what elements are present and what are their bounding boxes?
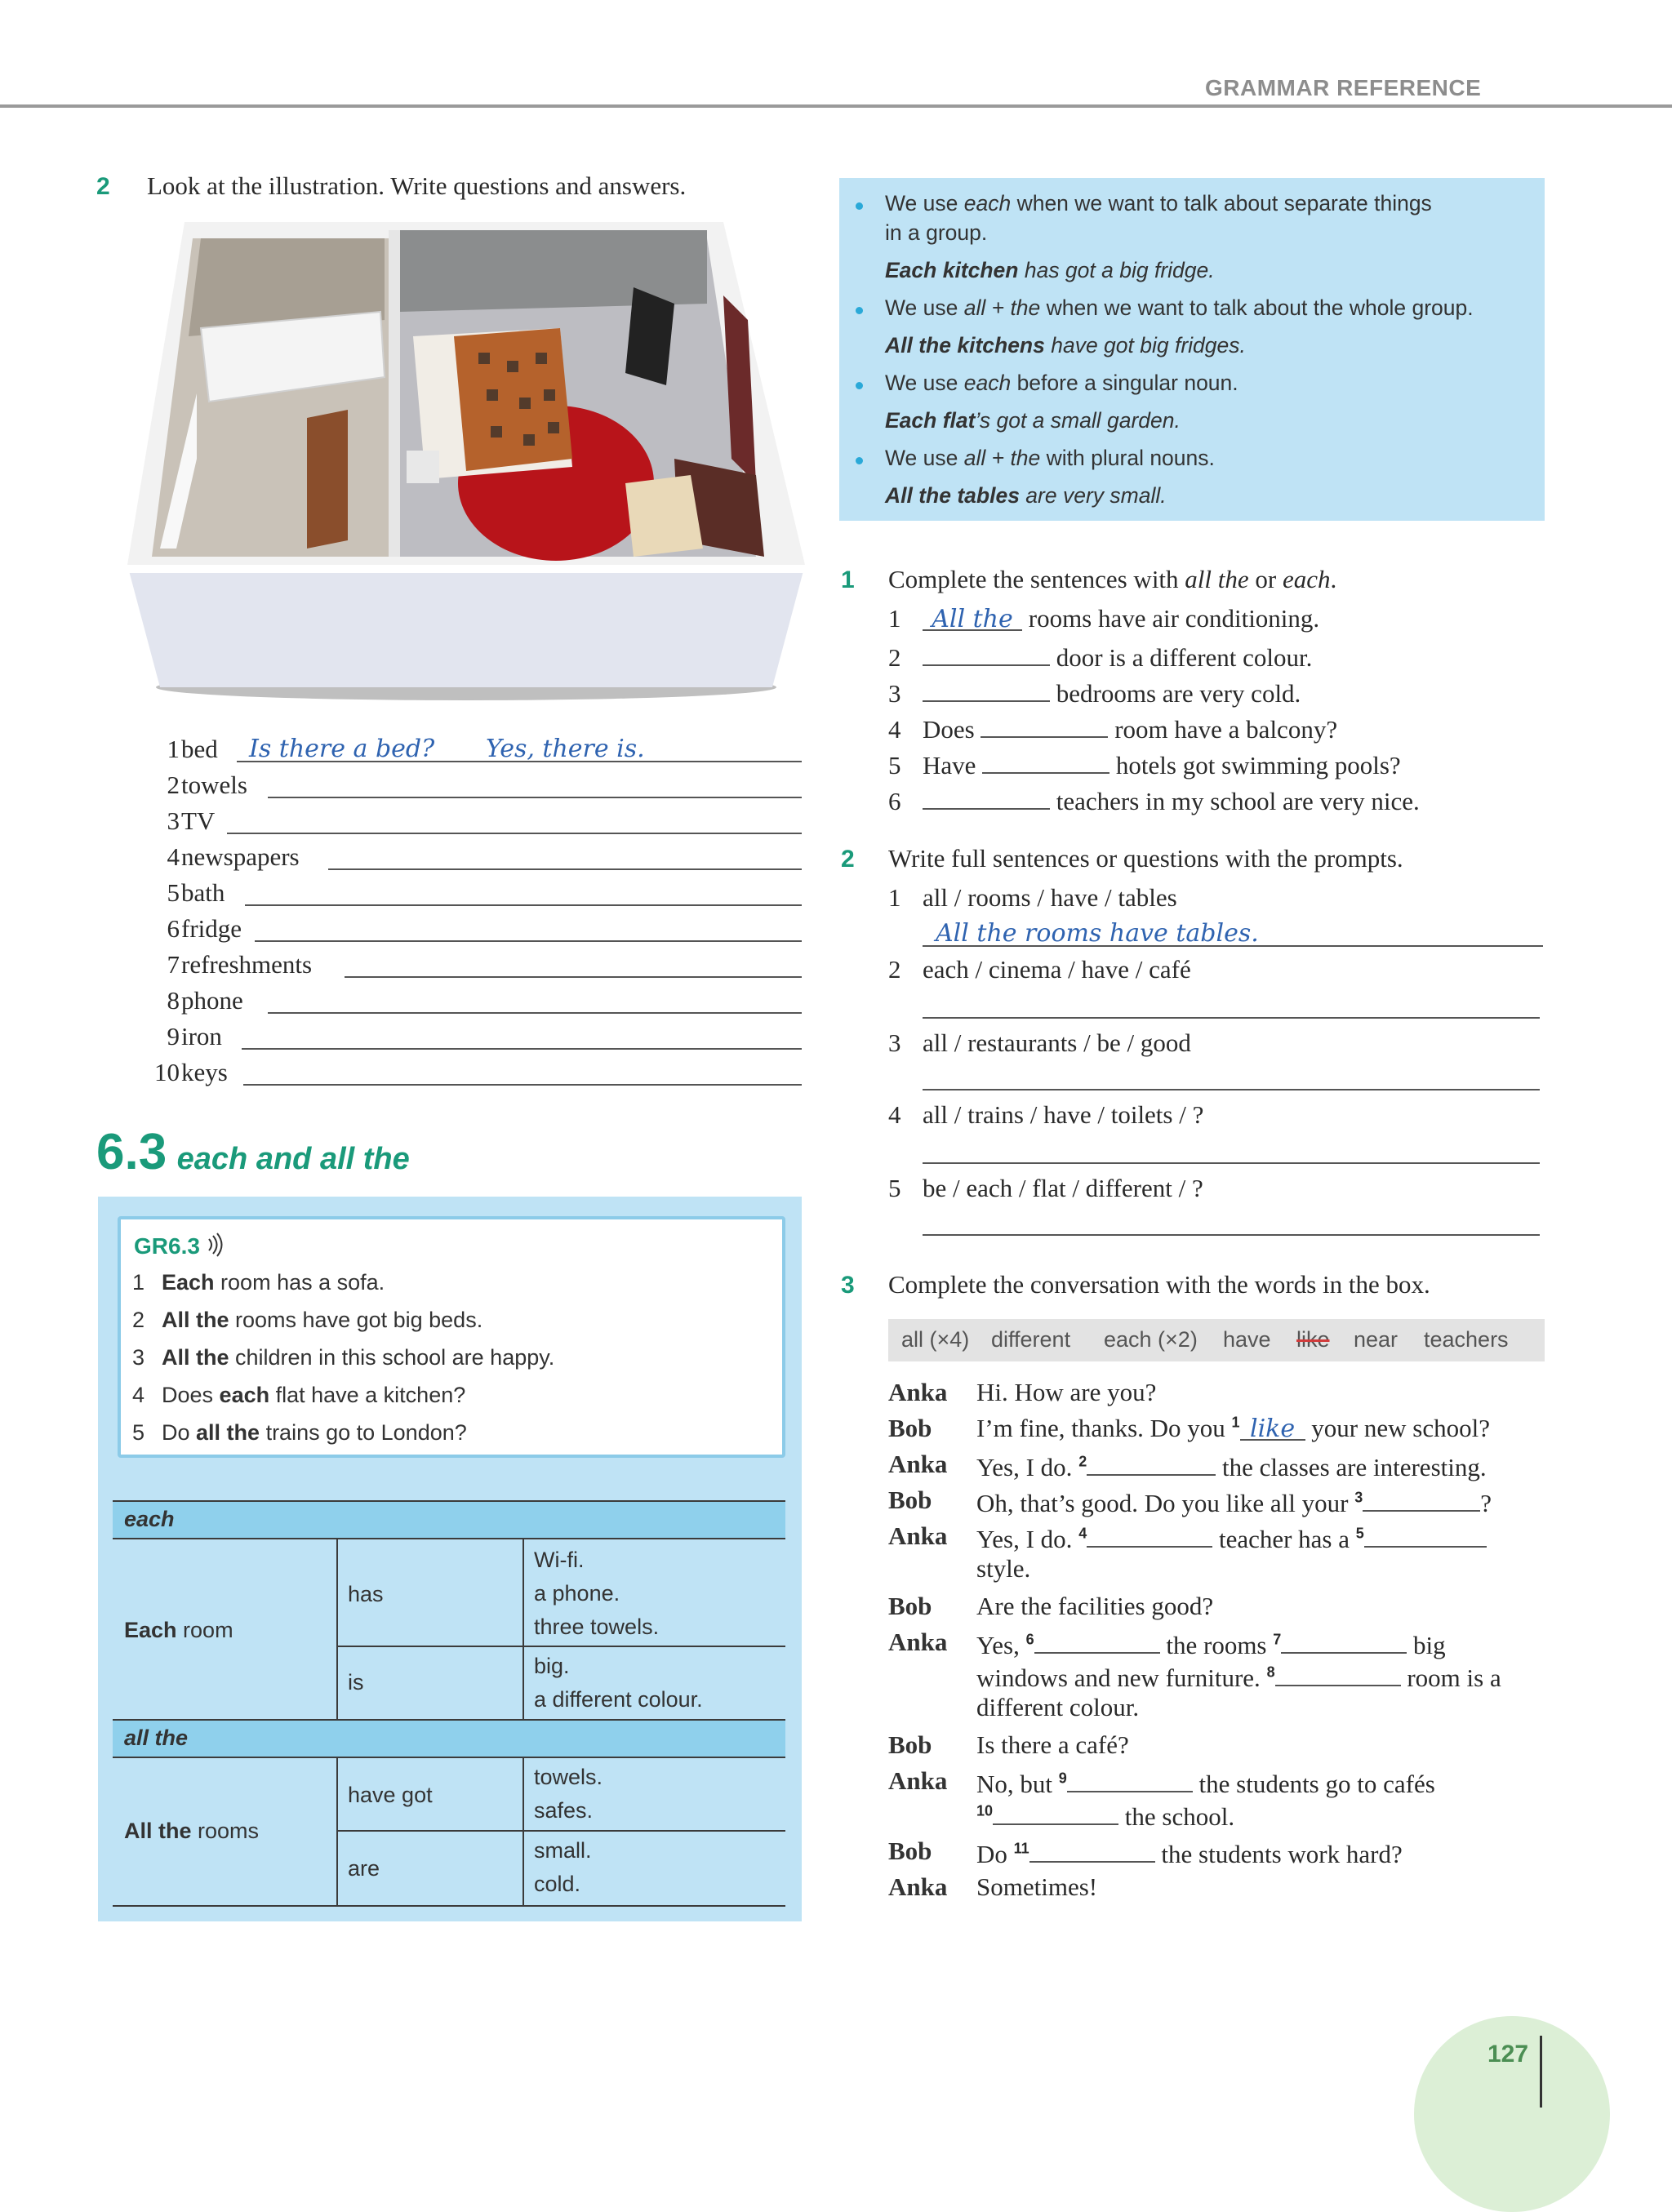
word-option: each (×2) (1104, 1327, 1198, 1352)
gap-number: 3 (1354, 1489, 1363, 1506)
utterance-cont (976, 1799, 1234, 1832)
header-rule (0, 104, 1672, 108)
example-number: 2 (132, 1308, 145, 1332)
item-number: 2 (888, 643, 901, 672)
subject-text: rooms (191, 1819, 260, 1843)
page-number: 127 (1487, 2041, 1529, 2068)
list-item (131, 1058, 802, 1090)
answer-blank[interactable]: All the (923, 605, 1022, 631)
sentence-text: rooms have air conditioning. (1022, 604, 1320, 633)
audio-track[interactable] (134, 1233, 225, 1259)
answer-blank[interactable] (982, 748, 1109, 774)
prompt-item (888, 883, 1177, 913)
answer-line[interactable] (345, 976, 802, 978)
item-number: 4 (167, 842, 180, 871)
table-verb: is (348, 1670, 364, 1695)
grammar-example (132, 1345, 554, 1370)
utterance-text: I’m fine, thanks. Do you (976, 1414, 1232, 1442)
utterance (976, 1450, 1487, 1482)
rule-part: when we want to talk about separate things (1011, 191, 1432, 215)
table-header-each: each (124, 1507, 175, 1531)
rule-example (885, 483, 1167, 509)
item-word: fridge (181, 914, 242, 943)
sentence-text: Does (923, 715, 981, 744)
utterance: Hi. How are you? (976, 1378, 1157, 1406)
item-number: 5 (167, 878, 180, 907)
utterance-text: No, but (976, 1770, 1059, 1798)
subject-keyword: Each (124, 1618, 177, 1642)
list-item (131, 842, 802, 875)
item-word: TV (181, 806, 216, 835)
answer-blank[interactable] (1364, 1521, 1487, 1548)
example-text: Does (162, 1383, 220, 1407)
example-number: 1 (132, 1270, 145, 1295)
table-complement: cold. (534, 1872, 581, 1896)
example-number: 4 (132, 1383, 145, 1407)
utterance (976, 1628, 1446, 1660)
rule-keyword: all + the (963, 446, 1041, 470)
rule-part: We use (885, 191, 964, 215)
grammar-example (132, 1383, 465, 1408)
answer-line[interactable] (227, 833, 802, 834)
gap-number: 1 (1231, 1414, 1240, 1431)
answer-line[interactable] (255, 940, 802, 942)
table-complement: big. (534, 1654, 570, 1678)
rule-part: when we want to talk about the whole group. (1040, 295, 1474, 320)
list-item (131, 1022, 802, 1055)
table-complement: Wi-fi. (534, 1548, 585, 1572)
table-complement: a different colour. (534, 1687, 703, 1712)
rule-keyword: each (963, 371, 1012, 395)
item-number: 5 (888, 1174, 901, 1202)
item-number: 4 (888, 715, 901, 744)
speaker-name: Bob (888, 1730, 932, 1759)
page-tick (1540, 2036, 1542, 2108)
instruction-keyword: all the (1185, 565, 1249, 593)
item-word: bed (181, 735, 218, 763)
item-number: 4 (888, 1100, 901, 1129)
list-item (131, 806, 802, 839)
list-item (131, 735, 802, 767)
word-option: teachers (1424, 1327, 1509, 1352)
speaker-name: Bob (888, 1837, 932, 1865)
item-number: 1 (167, 735, 180, 763)
table-rule (336, 1646, 785, 1647)
word-option: all (×4) (901, 1327, 970, 1352)
exercise-instruction (888, 565, 1336, 594)
section-heading (96, 1123, 410, 1181)
answer-blank[interactable] (923, 640, 1050, 666)
item-word: keys (181, 1058, 228, 1086)
speaker-name: Bob (888, 1592, 932, 1620)
answer-blank[interactable] (1363, 1486, 1480, 1512)
word-box (888, 1319, 1545, 1361)
answer-blank[interactable] (981, 712, 1108, 738)
example-keyword: Each kitchen (885, 258, 1019, 282)
example-keyword: Each flat (885, 408, 976, 433)
grammar-example (132, 1420, 467, 1446)
item-word: newspapers (181, 842, 300, 871)
utterance (976, 1521, 1487, 1554)
answer-line[interactable] (237, 761, 802, 762)
utterance-text: the rooms (1159, 1631, 1274, 1659)
utterance-text: teacher has a (1212, 1525, 1356, 1553)
utterance-text: Yes, I do. (976, 1525, 1079, 1553)
utterance-text: windows and new furniture. (976, 1663, 1267, 1692)
hotel-room-illustration (103, 214, 829, 712)
prompt-text: all / restaurants / be / good (923, 1028, 1191, 1057)
utterance-text: Yes, I do. (976, 1453, 1079, 1481)
answer-line[interactable] (923, 1089, 1540, 1090)
example-number: 5 (132, 1420, 145, 1445)
exercise-instruction: Complete the conversation with the words in the box. (888, 1270, 1430, 1299)
gap-number: 6 (1025, 1631, 1034, 1648)
answer-blank[interactable] (1067, 1766, 1193, 1792)
example-keyword: Each (162, 1270, 215, 1295)
gap-number: 5 (1355, 1525, 1364, 1542)
table-subject (124, 1618, 233, 1643)
rule-part: We use (885, 446, 964, 470)
example-keyword: All the kitchens (885, 333, 1045, 358)
prompt-item (888, 1028, 1191, 1058)
utterance-cont: different colour. (976, 1693, 1140, 1721)
rule-part: We use (885, 295, 964, 320)
rule-text-cont: in a group. (885, 220, 988, 245)
word-option-used: like (1296, 1327, 1330, 1352)
word-option: have (1223, 1327, 1271, 1352)
table-complement: small. (534, 1838, 592, 1863)
table-divider (522, 1538, 524, 1719)
exercise-number: 2 (841, 846, 855, 873)
table-rule (113, 1500, 785, 1502)
answer-blank[interactable] (1281, 1628, 1407, 1654)
utterance (976, 1414, 1490, 1443)
utterance-text: the classes are interesting. (1216, 1453, 1487, 1481)
table-band-each (113, 1500, 785, 1538)
rule-text (885, 295, 1474, 321)
sentence-item (888, 748, 1401, 780)
instruction-part: or (1248, 565, 1283, 593)
section-number: 6.3 (96, 1124, 167, 1180)
rule-keyword: each (963, 191, 1012, 215)
answer-blank[interactable] (1034, 1628, 1160, 1654)
item-number: 9 (167, 1022, 180, 1050)
sentence-item (888, 712, 1337, 744)
utterance (976, 1486, 1492, 1518)
item-number: 2 (167, 771, 180, 799)
example-number: 3 (132, 1345, 145, 1370)
answer-line[interactable] (923, 945, 1543, 947)
answer-blank[interactable] (1087, 1450, 1216, 1476)
item-number: 5 (888, 751, 901, 780)
rule-text (885, 371, 1238, 396)
word-option: different (991, 1327, 1071, 1352)
list-item (131, 986, 802, 1019)
example-answer: Yes, there is. (486, 735, 645, 763)
bullet-icon (856, 382, 863, 389)
utterance: Is there a café? (976, 1730, 1129, 1759)
sentence-item (888, 784, 1420, 816)
item-word: towels (181, 771, 247, 799)
item-number: 3 (888, 1028, 901, 1057)
subject-text: room (176, 1618, 233, 1642)
table-rule (113, 1719, 785, 1721)
item-word: refreshments (181, 950, 313, 979)
subject-keyword: All the (124, 1819, 192, 1843)
answer-blank[interactable]: like (1240, 1415, 1305, 1441)
utterance-cont (976, 1660, 1501, 1693)
list-item (131, 878, 802, 911)
table-verb: are (348, 1856, 380, 1881)
example-text: Do (162, 1420, 197, 1445)
exercise-number: 1 (841, 566, 855, 593)
example-keyword: each (219, 1383, 270, 1407)
gap-number: 10 (976, 1802, 994, 1819)
section-title: each and all the (176, 1142, 410, 1176)
grammar-example (132, 1270, 385, 1295)
answer-blank[interactable] (1275, 1660, 1401, 1686)
example-text: have got big fridges. (1044, 333, 1246, 358)
example-keyword: All the (162, 1345, 229, 1370)
bullet-icon (856, 202, 863, 210)
sentence-text: bedrooms are very cold. (1050, 679, 1301, 708)
table-rule (113, 1538, 785, 1539)
gap-number: 11 (1013, 1840, 1029, 1857)
item-number: 6 (888, 787, 901, 815)
speaker-name: Anka (888, 1450, 948, 1478)
rule-part: We use (885, 371, 964, 395)
rule-part: before a singular noun. (1011, 371, 1238, 395)
utterance: Are the facilities good? (976, 1592, 1214, 1620)
audio-code: GR6.3 (134, 1233, 200, 1259)
gap-number: 2 (1078, 1453, 1087, 1470)
example-keyword: all the (196, 1420, 260, 1445)
list-item (131, 950, 802, 983)
gap-number: 7 (1273, 1631, 1282, 1648)
rule-text (885, 191, 1432, 216)
example-text: ’s got a small garden. (975, 408, 1181, 433)
answer-line[interactable] (923, 1162, 1540, 1164)
speaker-name: Bob (888, 1414, 932, 1442)
example-question: Is there a bed? (249, 735, 435, 763)
bullet-icon (856, 457, 863, 464)
answer-line[interactable] (242, 1048, 802, 1050)
table-complement: safes. (534, 1798, 594, 1823)
rule-part: with plural nouns. (1040, 446, 1215, 470)
table-complement: three towels. (534, 1615, 660, 1639)
prompt-item (888, 1100, 1203, 1130)
prompt-text: each / cinema / have / café (923, 955, 1191, 984)
prompt-item (888, 1174, 1203, 1203)
grammar-examples-box (118, 1216, 785, 1458)
table-band-all (113, 1719, 785, 1757)
word-option: near (1354, 1327, 1399, 1352)
sentence-item (888, 676, 1301, 708)
item-word: iron (181, 1022, 222, 1050)
example-text: rooms have got big beds. (229, 1308, 483, 1332)
sentence-text: Have (923, 751, 983, 780)
table-rule (113, 1757, 785, 1758)
rules-box (839, 178, 1545, 521)
table-divider (336, 1538, 338, 1719)
utterance (976, 1766, 1435, 1799)
rule-example (885, 258, 1215, 283)
utterance-text: ? (1480, 1489, 1492, 1517)
rule-keyword: all + the (963, 295, 1041, 320)
answer-line[interactable] (923, 1234, 1540, 1236)
item-word: bath (181, 878, 225, 907)
sentence-text: door is a different colour. (1050, 643, 1313, 672)
bullet-icon (856, 307, 863, 314)
answer-blank[interactable] (993, 1799, 1118, 1825)
answer-line[interactable] (245, 904, 802, 906)
table-complement: a phone. (534, 1581, 620, 1606)
utterance-cont: style. (976, 1554, 1031, 1583)
answer-blank[interactable] (1029, 1837, 1155, 1863)
speaker-name: Bob (888, 1486, 932, 1514)
audio-icon (207, 1233, 225, 1257)
exercise-number: 3 (841, 1272, 855, 1299)
prompt-text: all / trains / have / toilets / ? (923, 1100, 1204, 1129)
rule-example (885, 333, 1246, 358)
item-number: 1 (888, 883, 901, 912)
prompt-text: be / each / flat / different / ? (923, 1174, 1203, 1202)
exercise-number: 2 (96, 173, 110, 200)
gap-number: 9 (1058, 1770, 1067, 1787)
utterance-text: the students work hard? (1154, 1840, 1403, 1868)
utterance-text: your new school? (1305, 1414, 1490, 1442)
answer-blank[interactable] (923, 784, 1050, 810)
utterance-text: the students go to cafés (1192, 1770, 1435, 1798)
table-complement: towels. (534, 1765, 603, 1789)
utterance: Sometimes! (976, 1872, 1098, 1901)
example-text: room has a sofa. (214, 1270, 385, 1295)
gap-number: 4 (1078, 1525, 1087, 1542)
answer-line[interactable] (243, 1084, 802, 1086)
utterance-text: room is a (1400, 1663, 1501, 1692)
answer-line[interactable] (923, 1017, 1540, 1019)
instruction-part: Complete the sentences with (888, 565, 1185, 593)
answer-line[interactable] (268, 1012, 802, 1014)
speaker-name: Anka (888, 1872, 948, 1901)
prompt-item (888, 955, 1191, 984)
item-word: phone (181, 986, 243, 1015)
utterance-text: Yes, (976, 1631, 1026, 1659)
instruction-keyword: each (1282, 565, 1331, 593)
exercise-instruction: Write full sentences or questions with the prompts. (888, 844, 1403, 873)
answer-blank[interactable] (923, 676, 1050, 702)
utterance-text: big (1407, 1631, 1446, 1659)
sentence-text: teachers in my school are very nice. (1050, 787, 1420, 815)
table-rule (336, 1830, 785, 1832)
rule-example (885, 408, 1181, 433)
example-text: has got a big fridge. (1018, 258, 1215, 282)
grammar-example (132, 1308, 482, 1333)
table-subject (124, 1819, 259, 1844)
answer-line[interactable] (328, 868, 802, 870)
utterance-text: Oh, that’s good. Do you like all your (976, 1489, 1355, 1517)
sentence-text: hotels got swimming pools? (1109, 751, 1401, 780)
item-number: 3 (888, 679, 901, 708)
answer-blank[interactable] (1087, 1521, 1212, 1548)
speaker-name: Anka (888, 1766, 948, 1795)
item-number: 7 (167, 950, 180, 979)
table-verb: have got (348, 1783, 433, 1807)
example-keyword: All the (162, 1308, 229, 1332)
example-text: flat have a kitchen? (269, 1383, 466, 1407)
running-head: GRAMMAR REFERENCE (1205, 75, 1482, 100)
item-number: 8 (167, 986, 180, 1015)
utterance-text: the school. (1118, 1802, 1235, 1831)
example-answer: All the rooms have tables. (936, 919, 1259, 948)
item-number: 6 (167, 914, 180, 943)
utterance (976, 1837, 1403, 1869)
example-text: trains go to London? (260, 1420, 467, 1445)
list-item (131, 771, 802, 803)
item-number: 2 (888, 955, 901, 984)
rule-text (885, 446, 1215, 471)
example-text: children in this school are happy. (229, 1345, 555, 1370)
prompt-text: all / rooms / have / tables (923, 883, 1177, 912)
table-rule (113, 1905, 785, 1907)
item-number: 3 (167, 806, 180, 835)
utterance-text: Do (976, 1840, 1014, 1868)
item-number: 10 (154, 1058, 180, 1086)
exercise-instruction: Look at the illustration. Write questions and answers. (147, 171, 687, 200)
sentence-item (888, 640, 1312, 673)
instruction-part: . (1330, 565, 1337, 593)
table-verb: has (348, 1582, 384, 1606)
table-header-all: all the (124, 1726, 189, 1750)
speaker-name: Anka (888, 1628, 948, 1656)
speaker-name: Anka (888, 1521, 948, 1550)
item-number: 1 (888, 604, 901, 633)
speaker-name: Anka (888, 1378, 948, 1406)
sentence-text: room have a balcony? (1108, 715, 1338, 744)
sentence-item (888, 604, 1319, 633)
list-item (131, 914, 802, 947)
gap-number: 8 (1266, 1663, 1275, 1681)
example-text: are very small. (1019, 483, 1167, 508)
example-keyword: All the tables (885, 483, 1020, 508)
answer-line[interactable] (268, 797, 802, 798)
